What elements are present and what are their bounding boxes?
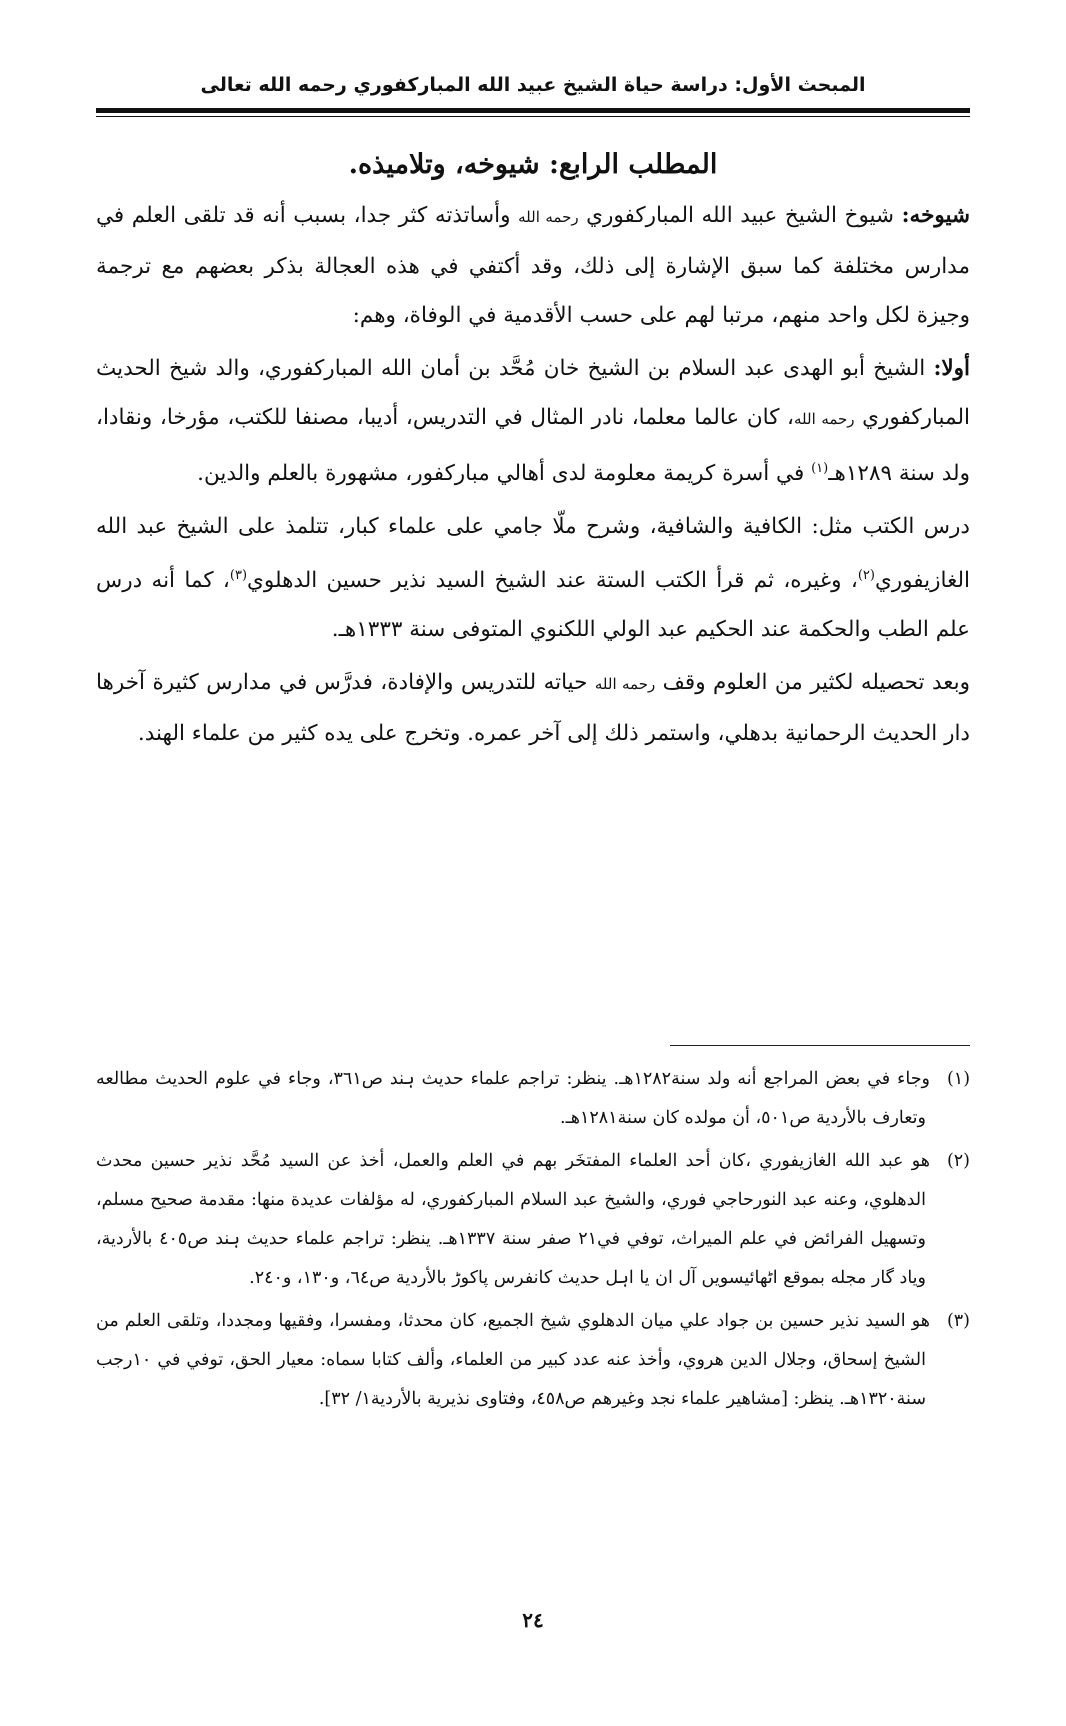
footnote-text: هو السيد نذير حسين بن جواد علي ميان الدهلوي شيخ الجميع، كان محدثا، ومفسرا، وفقيها ومجددا، وتلقى العلم من الشيخ إسحاق، وجلال الدين هروي، وأخذ عنه عدد كبير من العلماء، وألف كتابا سماه: معيار الحق، توفي في ١٠رجب سنة١٣٢٠هـ. ينظر: [مشاهير علماء نجد وغيرهم ص٤٥٨، وفتاوى نذيرية بالأردية١/ ٣٢].	[96, 1311, 930, 1409]
footnote-separator	[670, 1045, 970, 1046]
footnote-2	[96, 1142, 970, 1298]
paragraph-lead-awwalan: أولا:	[933, 356, 970, 381]
header-rule-thick	[96, 108, 970, 113]
paragraph-text: وبعد تحصيله لكثير من العلوم وقف	[655, 670, 970, 696]
paragraph-teaching	[96, 658, 970, 758]
paragraph-text: ، وغيره، ثم قرأ الكتب الستة عند الشيخ السيد نذير حسين الدهلوي	[247, 568, 858, 594]
honorific-glyph: رحمه الله	[518, 208, 579, 226]
footnote-1	[96, 1060, 970, 1138]
footnotes-section	[96, 1045, 970, 1423]
paragraph-text: شيوخ الشيخ عبيد الله المباركفوري	[578, 203, 902, 228]
paragraph-studies	[96, 502, 970, 654]
paragraph-shuyukh	[96, 191, 970, 340]
footnote-text: هو عبد الله الغازيفوري ،كان أحد العلماء المفتخَر بهم في العلم والعمل، أخذ عن السيد مُحَّد نذير حسين محدث الدهلوي، وعنه عبد النورحاجي فوري، والشيخ عبد السلام المباركفوري، له مؤلفات عديدة منها: مقدمة صحيح مسلم، وتسهيل الفرائض في علم الميراث، توفي في٢١ صفر سنة ١٣٣٧هـ. ينظر: تراجم علماء حديث ہند ص٤٠٥ بالأردية، وياد گار مجله بموقع اٹھائیسویں آل ان یا اہل حدیث كانفرس پاكوڑ بالأردية ص٦٤، و١٣٠، و٢٤٠.	[96, 1151, 930, 1288]
header-rule-thin	[96, 116, 970, 117]
paragraph-awwalan	[96, 344, 970, 498]
footnote-ref-1[interactable]: (١)	[811, 461, 829, 476]
paragraph-text: ، كما أنه درس علم الطب والحكمة عند الحكيم عبد الولي اللكنوي المتوفى سنة ١٣٣٣هـ.	[96, 568, 970, 643]
honorific-glyph: رحمه الله	[794, 410, 855, 428]
honorific-glyph: رحمه الله	[594, 675, 656, 694]
footnote-number: (١)	[946, 1069, 971, 1089]
paragraph-text: درس الكتب مثل: الكافية والشافية، وشرح ملّا جامي على علماء كبار، تتلمذ على الشيخ عبد الله الغازيفوري	[96, 514, 970, 594]
footnote-number: (٣)	[946, 1311, 970, 1331]
paragraph-lead-shuyukh: شيوخه:	[901, 203, 970, 228]
running-header: المبحث الأول: دراسة حياة الشيخ عبيد الله المباركفوري رحمه الله تعالى	[200, 74, 866, 96]
paragraph-text: في أسرة كريمة معلومة لدى أهالي مباركفور، مشهورة بالعلم والدين.	[197, 461, 812, 487]
footnote-ref-2[interactable]: (٢)	[857, 568, 875, 584]
page-body	[96, 70, 970, 758]
paragraph-text: وأساتذته كثر جدا، بسبب أنه قد تلقى العلم في مدارس مختلفة كما سبق الإشارة إلى ذلك، وقد أكتفي في هذه العجالة بذكر بعضهم مع ترجمة وجيزة لكل واحد منهم، مرتبا لهم على حسب الأقدمية في الوفاة، وهم:	[96, 203, 970, 328]
footnote-number: (٢)	[946, 1151, 970, 1171]
footnote-text: وجاء في بعض المراجع أنه ولد سنة١٢٨٢هـ. ينظر: تراجم علماء حديث ہند ص٣٦١، وجاء في علوم الحديث مطالعه وتعارف بالأردية ص٥٠١، أن مولده كان سنة١٢٨١هـ.	[96, 1069, 931, 1128]
paragraph-text: ، كان عالما معلما، نادر المثال في التدريس، أديبا، مصنفا للكتب، مؤرخا، ونقادا، ولد سنة ١٢٨٩هـ	[96, 405, 970, 487]
paragraph-text: حياته للتدريس والإفادة، فدرَّس في مدارس كثيرة آخرها دار الحديث الرحمانية بدهلي، واستمر ذلك إلى آخر عمره. وتخرج على يده كثير من علماء الهند.	[96, 670, 970, 747]
paragraph-text: الشيخ أبو الهدى عبد السلام بن الشيخ خان مُحَّد بن أمان الله المباركفوري، والد شيخ الحديث المباركفوري	[96, 356, 970, 430]
page-number: ٢٤	[522, 1608, 544, 1632]
footnote-ref-3[interactable]: (٣)	[229, 568, 248, 584]
section-title: المطلب الرابع: شيوخه، وتلاميذه.	[348, 149, 718, 180]
footnote-3	[96, 1302, 970, 1419]
